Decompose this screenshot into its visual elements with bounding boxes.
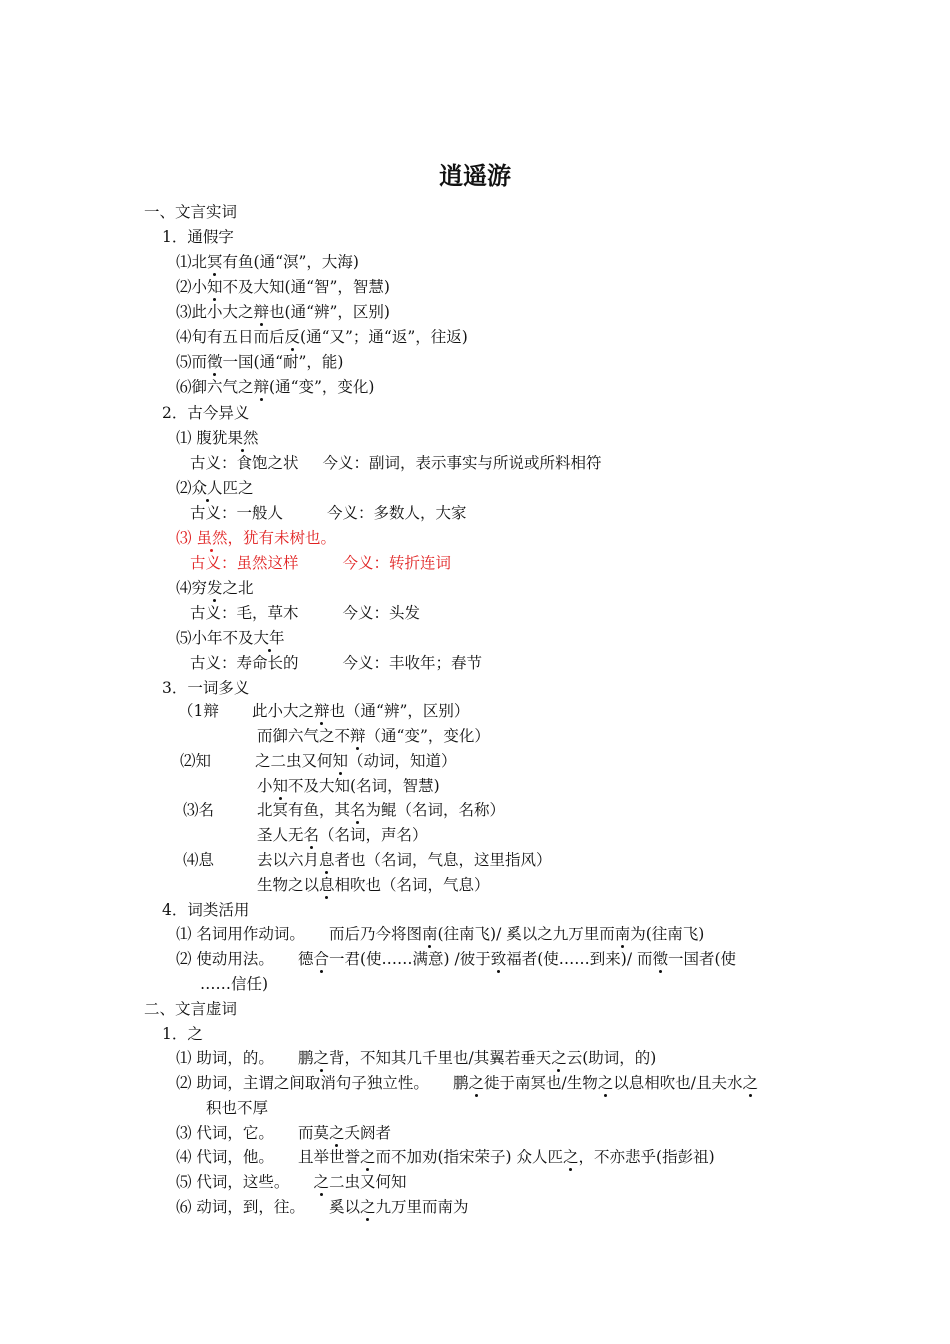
polysemy-example: 北冥有鱼，其名为鲲（名词，名称） — [257, 801, 506, 819]
meaning-line: 古义：食饱之状 今义：副词，表示事实与所说或所料相符 — [190, 454, 602, 472]
list-item: ⑵小知不及大知(通“智”，智慧) — [176, 278, 390, 296]
list-item: ⑸ 代词，这些。 之二虫又何知 — [176, 1173, 407, 1191]
list-item: ⑴ 名词用作动词。 而后乃今将图南(往南飞)/ 奚以之九万里而南为(往南飞) — [176, 925, 705, 943]
list-item: ⑷旬有五日而后反(通“又”；通“返”，往返) — [176, 328, 468, 346]
list-item: ⑴ 腹犹果然 — [176, 429, 259, 447]
subsection-heading: 1．通假字 — [162, 228, 234, 246]
list-item: ⑵众人匹之 — [176, 479, 254, 497]
polysemy-example: 此小大之辩也（通“辨”，区别） — [252, 702, 470, 720]
meaning-line: 古义：一般人 今义：多数人，大家 — [190, 504, 467, 522]
list-item: ⑸而徵一国(通“耐”，能) — [176, 353, 344, 371]
section-heading: 一、文言实词 — [144, 203, 238, 221]
list-item: ⑸小年不及大年 — [176, 629, 285, 647]
list-item: ⑴ 助词，的。 鹏之背，不知其几千里也/其翼若垂天之云(助词，的) — [176, 1049, 657, 1067]
list-item: ⑵ 助词，主谓之间取消句子独立性。 鹏之徙于南冥也/生物之以息相吹也/且夫水之 — [176, 1074, 758, 1092]
polysemy-label: ⑷息 — [183, 851, 215, 869]
list-item: ⑹御六气之辩(通“变”，变化) — [176, 378, 375, 396]
polysemy-example: 小知不及大知(名词，智慧) — [257, 777, 440, 795]
subsection-heading: 1．之 — [162, 1025, 203, 1043]
section-heading: 二、文言虚词 — [144, 1000, 238, 1018]
list-item: ⑹ 动词，到，往。 奚以之九万里而南为 — [176, 1198, 469, 1216]
list-item: ⑵ 使动用法。 德合一君(使……满意) /彼于致福者(使……到来)/ 而徵一国者(使 — [176, 950, 737, 968]
polysemy-example: 生物之以息相吹也（名词，气息） — [257, 876, 490, 894]
meaning-line: 古义：寿命长的 今义：丰收年；春节 — [190, 654, 483, 672]
subsection-heading: 2．古今异义 — [162, 404, 250, 422]
meaning-line-highlight: 古义：虽然这样 今义：转折连词 — [190, 554, 452, 572]
page-title: 逍遥游 — [439, 162, 511, 190]
polysemy-example: 而御六气之不辩（通“变”，变化） — [257, 727, 490, 745]
polysemy-example: 之二虫又何知（动词，知道） — [255, 752, 457, 770]
polysemy-label: ⑶名 — [183, 801, 215, 819]
polysemy-label: ⑵知 — [180, 752, 212, 770]
list-item: ⑷ 代词，他。 且举世誉之而不加劝(指宋荣子) 众人匹之，不亦悲乎(指彭祖) — [176, 1148, 715, 1166]
list-item: ⑴北冥有鱼(通“溟”，大海) — [176, 253, 359, 271]
subsection-heading: 3．一词多义 — [162, 679, 250, 697]
list-item-continuation: 积也不厚 — [206, 1099, 269, 1117]
polysemy-example: 去以六月息者也（名词，气息，这里指风） — [257, 851, 552, 869]
list-item: ⑶此小大之辩也(通“辨”，区别) — [176, 303, 390, 321]
subsection-heading: 4．词类活用 — [162, 901, 250, 919]
list-item: ⑶ 代词，它。 而莫之夭阏者 — [176, 1124, 391, 1142]
polysemy-label: （1辩 — [178, 702, 219, 720]
list-item-continuation: ……信任) — [200, 975, 269, 993]
list-item-highlight: ⑶ 虽然，犹有未树也。 — [176, 529, 336, 547]
list-item: ⑷穷发之北 — [176, 579, 254, 597]
polysemy-example: 圣人无名（名词，声名） — [257, 826, 428, 844]
meaning-line: 古义：毛，草木 今义：头发 — [190, 604, 421, 622]
